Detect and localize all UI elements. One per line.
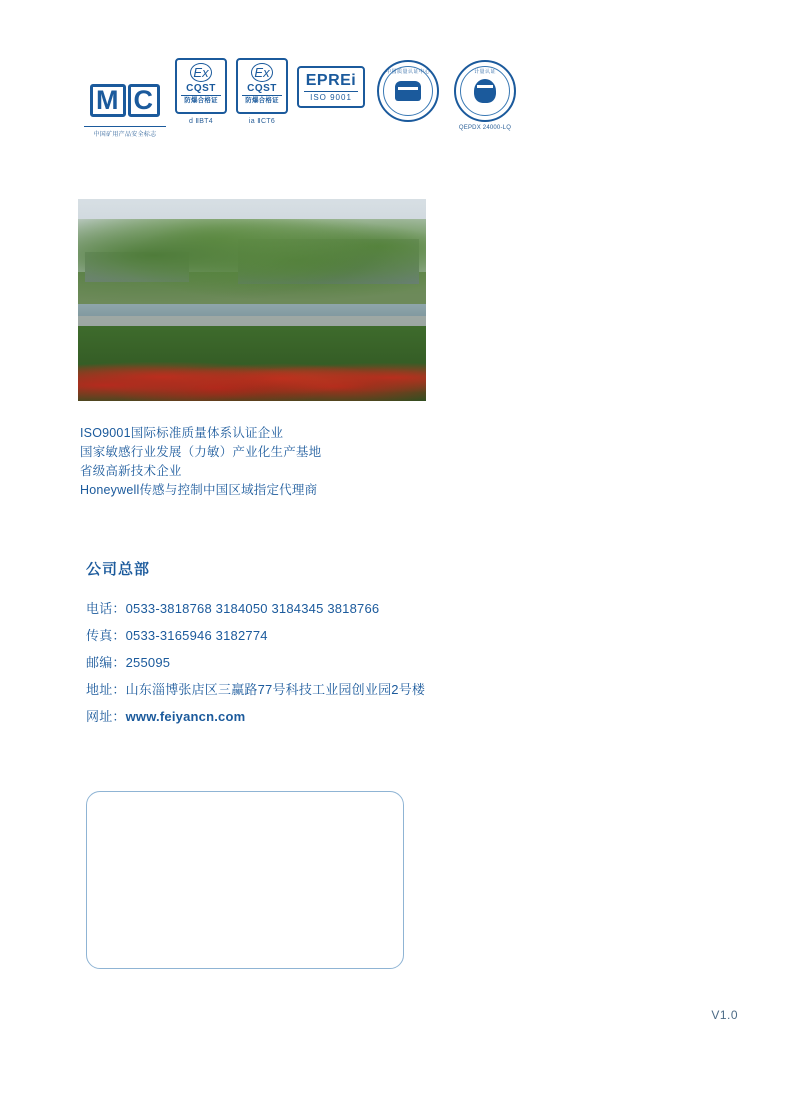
contact-row-postcode [86,649,606,676]
quality-system-seal [374,58,442,125]
mc-caption: 中国矿用产品安全标志 [84,126,166,138]
ex-sub-2: 防爆合格证 [242,95,282,105]
honor-item: 国家敏感行业发展（力敏）产业化生产基地 [80,445,322,459]
contact-label-address: 地址： [86,682,126,697]
honor-item: ISO9001国际标准质量体系认证企业 [80,426,284,440]
ex-certification-logo-1 [175,58,227,125]
measurement-seal-icon [454,60,516,122]
headquarters-contact-block [86,595,606,730]
quality-seal-core [395,81,421,101]
eprei-sub-text: ISO 9001 [304,91,358,102]
measurement-seal [451,58,519,131]
ex-mark-icon-2 [236,58,288,114]
certification-logo-strip [84,58,554,148]
website-link[interactable]: www.feiyancn.com [125,709,246,724]
contact-value-address: 山东淄博张店区三赢路77号科技工业园创业园2号楼 [125,682,426,697]
empty-note-box [86,791,404,969]
honor-item: 省级高新技术企业 [80,464,182,478]
contact-label-postcode: 邮编： [86,655,126,670]
measurement-seal-core [474,79,496,103]
contact-label-website: 网址： [86,709,126,724]
ex-caption-1: d ⅡBT4 [189,118,213,125]
contact-value-phone: 0533-3818768 3184050 3184345 3818766 [125,601,380,616]
headquarters-title: 公司总部 [86,561,151,578]
contact-label-fax: 传真： [86,628,126,643]
contact-row-phone [86,595,606,622]
ex-org-2: CQST [247,83,277,94]
ex-symbol-2: Ex [251,63,273,82]
ex-caption-2: ia ⅡCT6 [248,118,276,125]
measurement-seal-arc-text: 计量认证 [473,69,496,75]
contact-row-website [86,703,606,730]
eprei-mark-icon [297,66,365,108]
mc-certification-logo [84,58,166,138]
contact-row-address [86,676,606,703]
quality-seal-icon [377,60,439,122]
quality-seal-arc-text: 中国质量认证中心 [385,69,430,75]
ex-org-1: CQST [186,83,216,94]
eprei-certification-logo [297,58,365,108]
ex-symbol-1: Ex [190,63,212,82]
photo-flowers [78,348,426,401]
contact-value-fax: 0533-3165946 3182774 [125,628,268,643]
honor-item: Honeywell传感与控制中国区域指定代理商 [80,483,318,497]
document-version: V1.0 [711,1008,738,1022]
mc-mark-icon: M C [84,78,166,122]
ex-mark-icon-1 [175,58,227,114]
eprei-main-text: EPREi [305,72,357,89]
ex-certification-logo-2 [236,58,288,125]
company-campus-photo [78,199,426,401]
ex-sub-1: 防爆合格证 [181,95,221,105]
company-honors-list [80,424,500,500]
measurement-seal-caption: QEPDX 24000-LQ [458,125,512,131]
contact-value-postcode: 255095 [125,655,171,670]
contact-row-fax [86,622,606,649]
photo-trees [78,219,426,310]
contact-label-phone: 电话： [86,601,126,616]
